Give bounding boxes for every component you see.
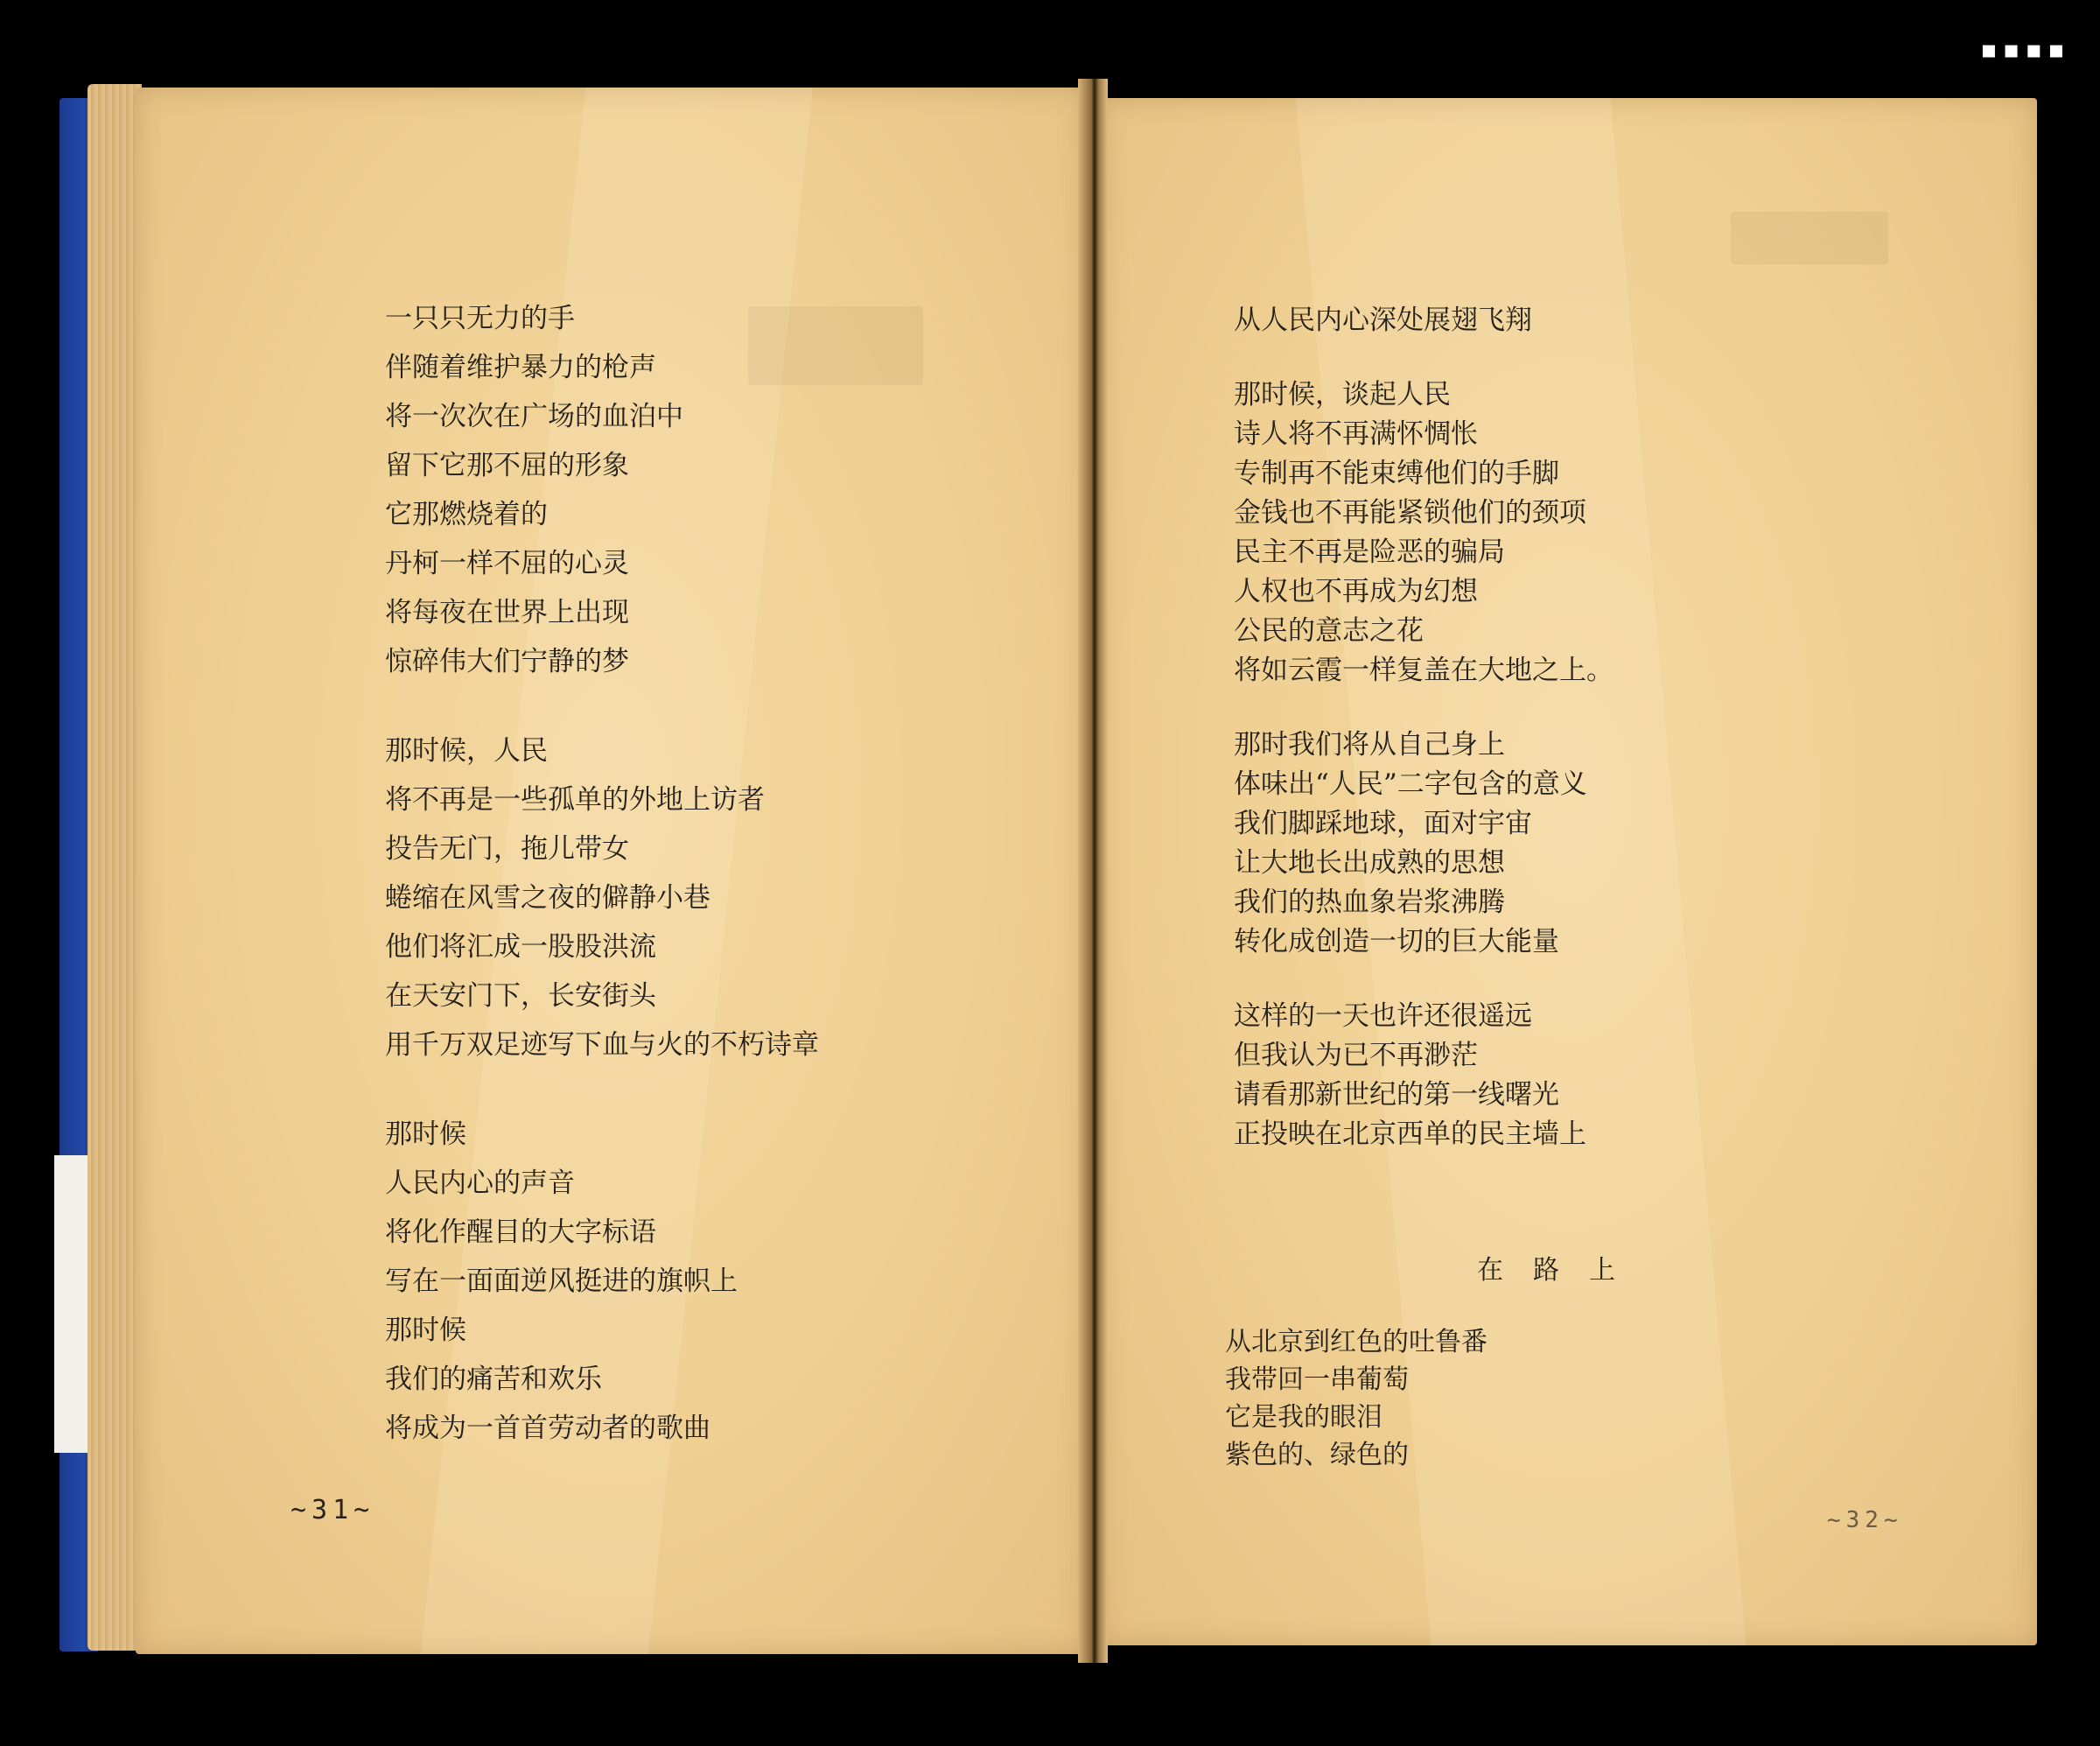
poem-line: 我们的痛苦和欢乐 — [385, 1364, 602, 1395]
poem-line: 那时候 — [385, 1118, 466, 1150]
poem-line: 公民的意志之花 — [1234, 615, 1424, 647]
poem-line: 写在一面面逆风挺进的旗帜上 — [385, 1266, 738, 1297]
corner-mark: ▪▪▪▪ — [1979, 32, 2069, 67]
poem-line: 那时候，谈起人民 — [1234, 379, 1451, 410]
poem-line: 转化成创造一切的巨大能量 — [1234, 926, 1559, 957]
left-poem — [385, 294, 819, 1453]
poem-line: 这样的一天也许还很遥远 — [1234, 1000, 1532, 1032]
poem-line: 正投映在北京西单的民主墙上 — [1234, 1118, 1586, 1150]
poem-line: 人权也不再成为幻想 — [1234, 576, 1478, 607]
poem-line: 专制再不能束缚他们的手脚 — [1234, 458, 1559, 489]
poem-line: 丹柯一样不屈的心灵 — [385, 548, 629, 579]
poem-line: 它那燃烧着的 — [385, 499, 548, 530]
stanza-break — [385, 686, 819, 726]
poem-line: 将不再是一些孤单的外地上访者 — [385, 784, 765, 816]
poem-line: 留下它那不屈的形象 — [385, 450, 629, 481]
poem-line: 伴随着维护暴力的枪声 — [385, 352, 656, 383]
poem-line: 人民内心的声音 — [385, 1168, 575, 1199]
poem-line: 他们将汇成一股股洪流 — [385, 931, 656, 963]
poem-line: 用千万双足迹写下血与火的不朽诗章 — [385, 1029, 819, 1061]
poem-line: 将化作醒目的大字标语 — [385, 1217, 656, 1248]
poem-line: 在天安门下，长安街头 — [385, 980, 656, 1012]
poem-line: 紫色的、绿色的 — [1225, 1440, 1409, 1470]
new-poem-lines — [1225, 1323, 1488, 1474]
poem-line: 将一次次在广场的血泊中 — [385, 401, 683, 432]
poem-title: 在路上 — [1477, 1255, 1645, 1286]
poem-line: 投告无门，拖儿带女 — [385, 833, 629, 865]
poem-line: 民主不再是险恶的骗局 — [1234, 536, 1505, 568]
poem-line: 我们的热血象岩浆沸腾 — [1234, 887, 1505, 918]
page-number-right: ~32~ — [1827, 1507, 1903, 1533]
poem-line: 请看那新世纪的第一线曙光 — [1234, 1079, 1559, 1111]
stanza-break — [1234, 962, 1614, 997]
poem-line: 让大地长出成熟的思想 — [1234, 847, 1505, 879]
book-gutter — [1078, 79, 1108, 1663]
poem-line: 那时我们将从自己身上 — [1234, 729, 1505, 761]
poem-line: 我带回一串葡萄 — [1225, 1364, 1409, 1395]
poem-line: 将成为一首首劳动者的歌曲 — [385, 1413, 710, 1444]
poem-line: 体味出“人民”二字包含的意义 — [1234, 768, 1587, 800]
poem-line: 我们脚踩地球，面对宇宙 — [1234, 808, 1532, 839]
stanza-break — [1234, 691, 1614, 726]
poem-line: 那时候 — [385, 1315, 466, 1346]
poem-line: 诗人将不再满怀惆怅 — [1234, 418, 1478, 450]
poem-line: 金钱也不再能紧锁他们的颈项 — [1234, 497, 1586, 529]
poem-line: 从人民内心深处展翅飞翔 — [1234, 305, 1532, 336]
poem-line: 从北京到红色的吐鲁番 — [1225, 1327, 1488, 1357]
stanza-break — [385, 1069, 819, 1110]
stanza-break — [1234, 340, 1614, 375]
page-stack-edges — [88, 84, 142, 1651]
poem-line: 将如云霞一样复盖在大地之上。 — [1234, 655, 1614, 686]
page-number-left: ~31~ — [290, 1495, 375, 1525]
poem-line: 将每夜在世界上出现 — [385, 597, 629, 628]
poem-line: 一只只无力的手 — [385, 303, 575, 334]
right-poem — [1234, 301, 1614, 1154]
poem-line: 惊碎伟大们宁静的梦 — [385, 646, 629, 677]
poem-line: 但我认为已不再渺茫 — [1234, 1040, 1478, 1071]
poem-line: 蜷缩在风雪之夜的僻静小巷 — [385, 882, 710, 914]
poem-line: 它是我的眼泪 — [1225, 1402, 1382, 1433]
poem-line: 那时候，人民 — [385, 735, 548, 767]
